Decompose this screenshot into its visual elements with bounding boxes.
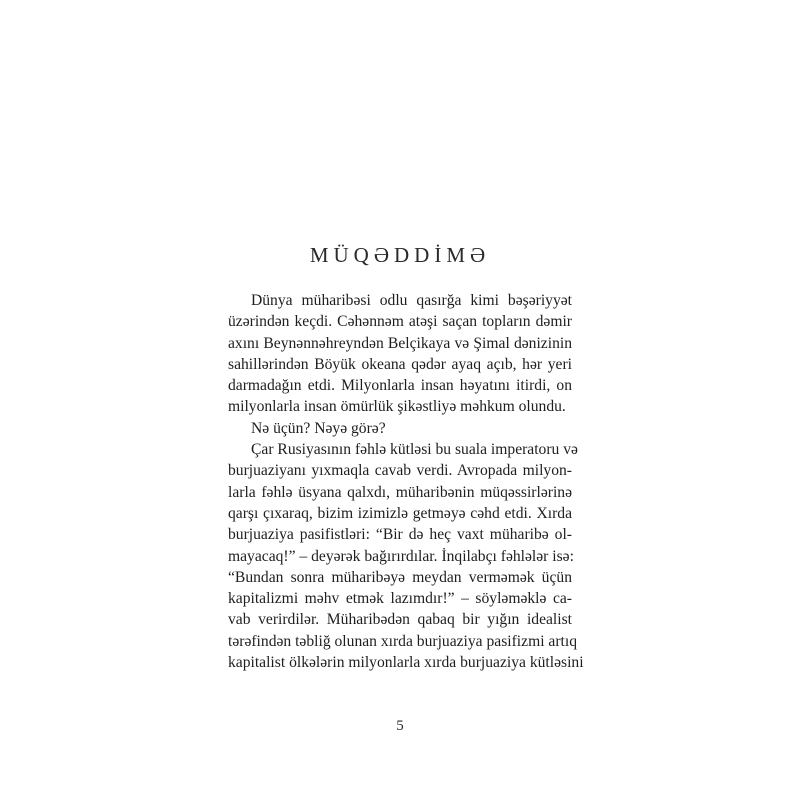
paragraph-line: tərəfindən təbliğ olunan xırda burjuaziya pasifizmi artıq (228, 632, 578, 650)
paragraph-line: axını Beynənnəhreyndən Belçikaya və Şimal dənizinin (228, 334, 572, 352)
paragraph-line: larla fəhlə üsyana qalxdı, müharibənin müqəssirlərinə (228, 483, 572, 501)
paragraph-line: Nə üçün? Nəyə görə? (251, 419, 386, 437)
paragraph-line: burjuaziyanı yıxmaqla cavab verdi. Avropada milyon- (228, 462, 572, 480)
paragraph-line: kapitalizmi məhv etmək lazımdır!” – söyləməklə ca- (228, 590, 572, 608)
paragraph-line: qarşı çıxaraq, bizim izimizlə getməyə cəhd etdi. Xırda (228, 504, 572, 522)
paragraph-line: milyonlarla insan ömürlük şikəstliyə məhkum olundu. (228, 398, 566, 416)
paragraph-line: darmadağın etdi. Milyonlarla insan həyatını itirdi, on (228, 377, 572, 395)
paragraph-line: sahillərindən Böyük okeana qədər ayaq açıb, hər yeri (228, 355, 572, 373)
paragraph-line: Dünya müharibəsi odlu qasırğa kimi bəşəriyyət (251, 292, 572, 309)
paragraph-line: Çar Rusiyasının fəhlə kütləsi bu suala imperatoru və (251, 441, 578, 459)
body-text (228, 290, 584, 673)
paragraph-line: üzərindən keçdi. Cəhənnəm atəşi saçan topların dəmir (228, 313, 572, 331)
paragraph-line: mayacaq!” – deyərək bağırırdılar. İnqilabçı fəhlələr isə: (228, 547, 574, 565)
paragraph-line: “Bundan sonra müharibəyə meydan verməmək üçün (228, 568, 572, 586)
page-number: 5 (396, 718, 404, 734)
paragraph-line: vab verirdilər. Müharibədən qabaq bir yığın idealist (228, 611, 572, 629)
chapter-title: MÜQƏDDİMƏ (309, 243, 491, 267)
paragraph-line: kapitalist ölkələrin milyonlarla xırda burjuaziya kütləsini (228, 654, 584, 672)
paragraph-line: burjuaziya pasifistləri: “Bir də heç vaxt müharibə ol- (228, 526, 572, 544)
